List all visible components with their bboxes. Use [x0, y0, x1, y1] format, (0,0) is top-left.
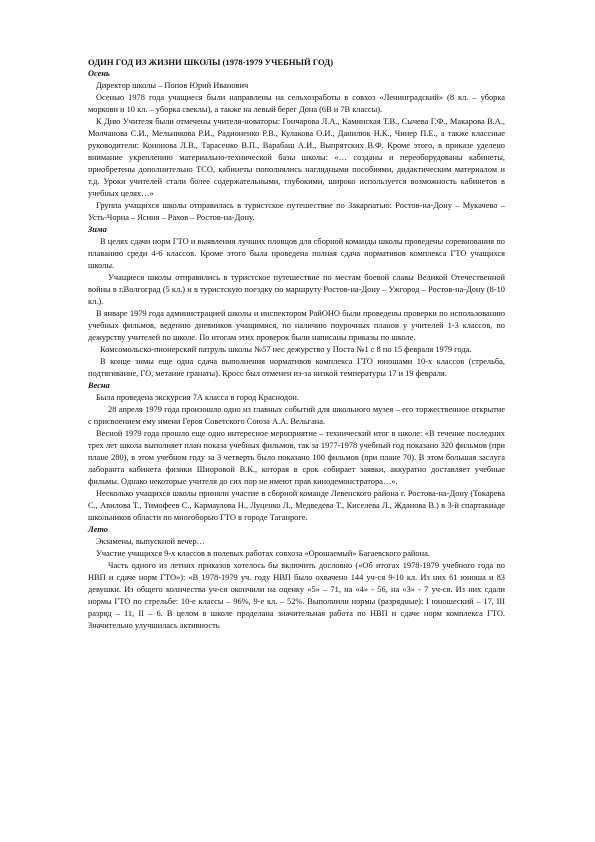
paragraph: Учащиеся школы отправились в туристское путешествие по местам боевой славы Великой Отечественной войны в г.Волгоград (5 кл.) и в туристскую поездку по маршруту Ростов-на-Дону – Ужгород – Ростов-на-Дону (8-10 кл.). — [88, 273, 505, 306]
paragraph: В конце зимы еще одна сдача выполнения нормативов комплекса ГТО юношами 10-х классов (стрельба, подтягивание, ГО, метание гранаты). Кросс был отменен из-за низкой температуры 17 и 19 февраля. — [88, 357, 505, 378]
paragraph: Весной 1979 года прошло еще одно интересное мероприятие – технический итог в школе: «В течение последних трех лет школа выполняет план показа учебных фильмов, так за 1977-1978 учебный год показано 320 фильмов (при плане 280), в этом учебном году за 3 четверть было показано 100 фильмов (при плане 70). В этом большая заслуга лаборанта кабинета физики Шиоровой В.К., которая в срок собирает заявки, аккуратно доставляет учебные фильмы. Однако некоторые учителя до сих пор не имеют прав кинодемонстратора…». — [88, 429, 505, 486]
paragraph: Экзамены, выпускной вечер… — [96, 537, 206, 546]
paragraph: Комсомольско-пионерский патруль школы №57 нес дежурство у Поста №1 с 8 по 15 февраля 1979 года. — [100, 345, 472, 354]
document-title: ОДИН ГОД ИЗ ЖИЗНИ ШКОЛЫ (1978-1979 УЧЕБНЫЙ ГОД) — [88, 57, 334, 67]
paragraph: В январе 1979 года администрацией школы и инспектором РайОНО были проведены проверки по использованию учебных фильмов, ведению дневников учащимися, по наличию поурочных планов у учителей 1-3 классов, по дежурству учителей по школе. По итогам этих проверок были написаны приказы по школе. — [88, 309, 505, 342]
paragraph: Часть одного из летних приказов хотелось бы включить дословно («Об итогах 1978-1979 учебного года по НВП и сдаче норм ГТО»): «В 1978-1979 уч. году НВП было охвачено 144 уч-ся 9-10 кл. Из них 61 юноша и 83 девушки. Из общего количества уч-ся окончили на оценку «5» – 71, на «4» - 56, на «3» - 7 уч-ся. Из них сдали нормы ГТО по стрельбе: 10-е классы – 96%, 9-е кл. – 52%. Выполнили нормы (разрядные): I юношеский – 17, III разряд – 11, II – 6. В целом в школе проделана значительная работа по НВП и сдаче норм комплекса ГТО. Значительно улучшилась активность — [88, 561, 505, 630]
paragraph: Осенью 1978 года учащиеся были направлены на сельхозработы в совхоз «Ленинградский» (8 кл. – уборка моркови и 10 кл. – уборка свеклы), а также на левый берег Дона (6В и 7В классы). — [88, 93, 505, 114]
section-heading-winter: Зима — [88, 225, 107, 234]
paragraph: Директор школы – Попов Юрий Иванович — [96, 81, 249, 90]
paragraph: Несколько учащихся школы приняли участие в сборной команде Левенского района г. Ростова-на-Дону (Токарева С., Авилова Т., Тимофеев С., Кармаулова Н., Луценко Л., Медведева Т., Киселева Л., Жданова В.) в 3-й спартакиаде школьников области по многоборью ГТО в городе Таганроге. — [88, 489, 505, 522]
paragraph: 28 апреля 1979 года произошло одно из главных событий для школьного музея – его торжественное открытие с присвоением ему имени Героя Советского Союза А.А. Вельгана. — [88, 405, 505, 426]
section-heading-spring: Весна — [88, 381, 110, 390]
document-body — [88, 56, 505, 632]
paragraph: Группа учащихся школы отправилась в туристское путешествие по Закарпатью: Ростов-на-Дону – Мукачево – Усть-Чорна – Ясиня – Рахов – Ростов-на-Дону. — [88, 201, 505, 222]
paragraph: Была проведена экскурсия 7А класса в город Краснодон. — [96, 393, 299, 402]
paragraph: В целях сдачи норм ГТО и выявления лучших пловцов для сборной команды школы проведены соревнования по плаванию среди 4-6 классов. Кроме этого была проведена полная сдача нормативов комплекса ГТО учащихся школы. — [88, 237, 505, 270]
paragraph: Участие учащихся 9-х классов в полевых работах совхоза «Орошаемый» Багаевского района. — [96, 549, 430, 558]
paragraph: К Дню Учителя были отмечены учителя-новаторы: Гончарова Л.А., Каминская Т.В., Сычева Г.Ф., Макарова В.А., Молчанова С.И., Мельникова Р.И., Радионенко Р.В., Кулакова О.И., Данилюк Н.К., Чинер П.Е., а также классные руководители: Кононова Л.В., Тарасенко В.П., Варабаш А.И., Выпрятских В.Ф. Кроме этого, в приказе уделено внимание укреплению материально-технической базы школы: «… созданы и переоборудованы кабинеты, приобретены дополнительно ТСО, кабинеты пополнялись наглядными пособиями, дидактическим материалом и т.д. Уроки учителей стали более содержательными, глубокими, широко используется возможность кабинетов в учебных целях…» — [88, 117, 505, 198]
section-heading-autumn: Осень — [88, 69, 110, 78]
section-heading-summer: Лето — [88, 525, 108, 534]
